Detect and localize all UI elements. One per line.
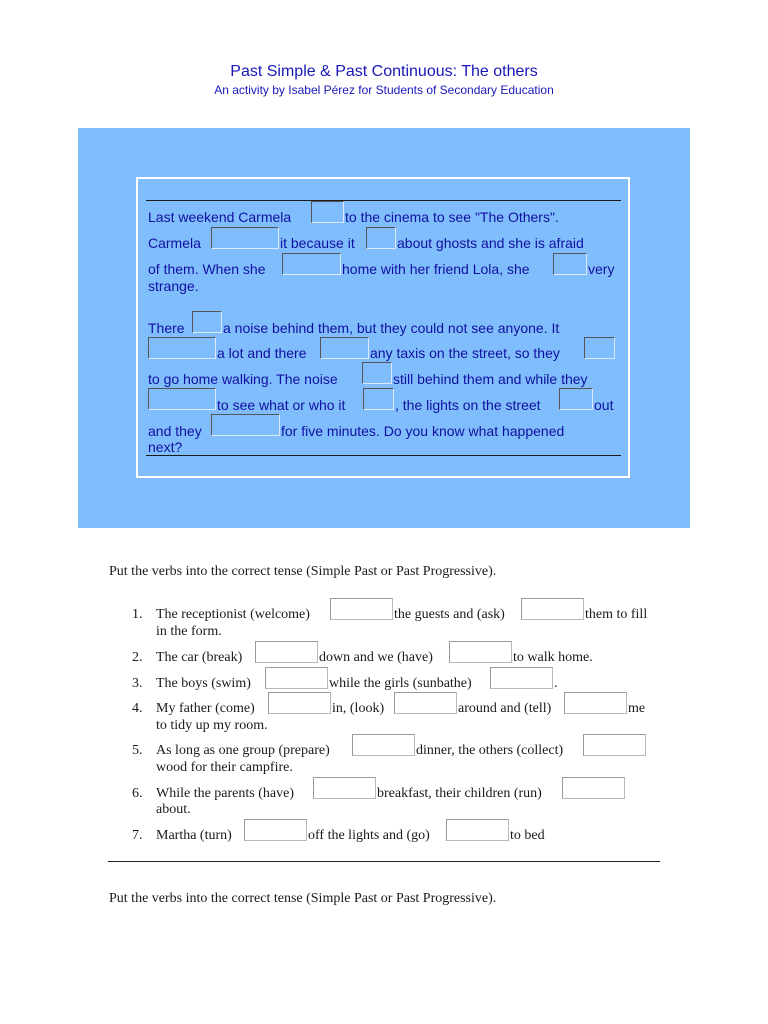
item-text: breakfast, their children (run) xyxy=(377,786,542,801)
story-text: very xyxy=(588,261,615,277)
item-text: while the girls (sunbathe) xyxy=(329,676,472,691)
story-blank-13[interactable] xyxy=(559,388,593,410)
exercise-1-instruction: Put the verbs into the correct tense (Simple Past or Past Progressive). xyxy=(109,564,497,579)
answer-input-6b[interactable] xyxy=(562,777,625,799)
answer-input-5b[interactable] xyxy=(583,734,646,756)
item-number: 4. xyxy=(132,701,143,716)
story-text: to the cinema to see "The Others". xyxy=(345,209,559,225)
answer-input-2b[interactable] xyxy=(449,641,512,663)
item-text: the guests and (ask) xyxy=(394,607,505,622)
item-text: around and (tell) xyxy=(458,701,552,716)
item-text: to bed xyxy=(510,828,545,843)
item-text: in the form. xyxy=(156,624,222,639)
answer-input-1b[interactable] xyxy=(521,598,584,620)
item-text: While the parents (have) xyxy=(156,786,294,801)
item-text: to tidy up my room. xyxy=(156,718,268,733)
item-text: me xyxy=(628,701,646,716)
story-blank-11[interactable] xyxy=(148,388,216,410)
story-blank-2[interactable] xyxy=(211,227,279,249)
item-text: in, (look) xyxy=(332,701,385,716)
story-text: a lot and there xyxy=(217,345,307,361)
item-text: The receptionist (welcome) xyxy=(156,607,310,622)
answer-input-4a[interactable] xyxy=(268,692,331,714)
item-number: 2. xyxy=(132,650,143,665)
answer-input-4b[interactable] xyxy=(394,692,457,714)
item-text: . xyxy=(554,676,558,691)
story-text: to go home walking. The noise xyxy=(148,371,338,387)
item-text: to walk home. xyxy=(513,650,593,665)
story-text: any taxis on the street, so they xyxy=(370,345,560,361)
page-title: Past Simple & Past Continuous: The others xyxy=(230,63,538,80)
item-text: My father (come) xyxy=(156,701,255,716)
item-text: down and we (have) xyxy=(319,650,433,665)
answer-input-3a[interactable] xyxy=(265,667,328,689)
story-blank-6[interactable] xyxy=(192,311,222,333)
story-text: out xyxy=(594,397,614,413)
story-text: it because it xyxy=(280,235,355,251)
story-text: Last weekend Carmela xyxy=(148,209,292,225)
item-text: The car (break) xyxy=(156,650,243,665)
story-text: a noise behind them, but they could not see anyone. It xyxy=(223,320,560,336)
story-blank-12[interactable] xyxy=(363,388,394,410)
story-blank-9[interactable] xyxy=(584,337,615,359)
story-blank-1[interactable] xyxy=(311,201,344,223)
story-blank-7[interactable] xyxy=(148,337,216,359)
story-text: and they xyxy=(148,423,202,439)
story-blank-3[interactable] xyxy=(366,227,396,249)
item-number: 6. xyxy=(132,786,143,801)
story-text: for five minutes. Do you know what happened xyxy=(281,423,565,439)
item-number: 3. xyxy=(132,676,143,691)
story-text: strange. xyxy=(148,278,199,294)
page-subtitle: An activity by Isabel Pérez for Students of Secondary Education xyxy=(214,83,554,97)
story-text: There xyxy=(148,320,185,336)
story-bottom-rule xyxy=(146,455,621,456)
item-number: 1. xyxy=(132,607,143,622)
answer-input-3b[interactable] xyxy=(490,667,553,689)
answer-input-4c[interactable] xyxy=(564,692,627,714)
story-text: to see what or who it xyxy=(217,397,346,413)
answer-input-2a[interactable] xyxy=(255,641,318,663)
item-text: dinner, the others (collect) xyxy=(416,743,564,758)
story-text: , the lights on the street xyxy=(395,397,541,413)
story-blank-5[interactable] xyxy=(553,253,587,275)
story-text: still behind them and while they xyxy=(393,371,588,387)
item-text: them to fill xyxy=(585,607,648,622)
answer-input-6a[interactable] xyxy=(313,777,376,799)
item-number: 7. xyxy=(132,828,143,843)
story-blank-14[interactable] xyxy=(211,414,280,436)
item-text: off the lights and (go) xyxy=(308,828,430,843)
story-text: Carmela xyxy=(148,235,201,251)
item-text: Martha (turn) xyxy=(156,828,232,843)
story-top-rule xyxy=(146,200,621,201)
answer-input-1a[interactable] xyxy=(330,598,393,620)
answer-input-5a[interactable] xyxy=(352,734,415,756)
story-text: next? xyxy=(148,439,183,455)
story-blank-8[interactable] xyxy=(320,337,369,359)
story-blank-4[interactable] xyxy=(282,253,341,275)
answer-input-7b[interactable] xyxy=(446,819,509,841)
item-text: about. xyxy=(156,802,191,817)
item-text: wood for their campfire. xyxy=(156,760,293,775)
story-text: of them. When she xyxy=(148,261,266,277)
story-text: about ghosts and she is afraid xyxy=(397,235,584,251)
item-number: 5. xyxy=(132,743,143,758)
answer-input-7a[interactable] xyxy=(244,819,307,841)
section-divider xyxy=(108,861,660,862)
item-text: As long as one group (prepare) xyxy=(156,743,330,758)
story-text: home with her friend Lola, she xyxy=(342,261,530,277)
exercise-2-instruction: Put the verbs into the correct tense (Simple Past or Past Progressive). xyxy=(109,891,497,906)
story-blank-10[interactable] xyxy=(362,362,392,384)
item-text: The boys (swim) xyxy=(156,676,251,691)
